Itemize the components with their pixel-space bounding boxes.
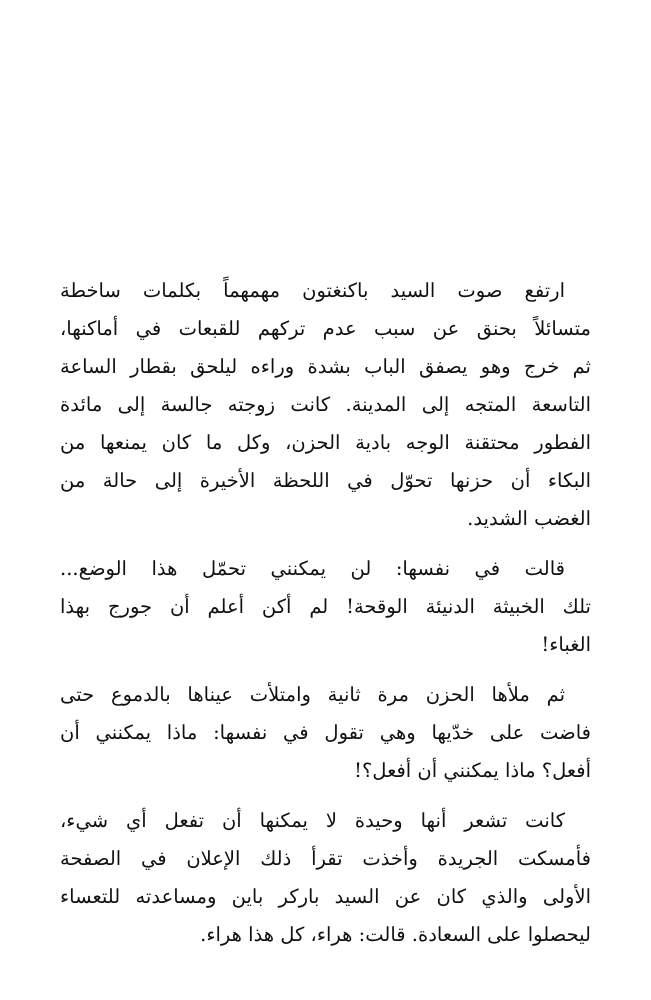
paragraph-4 [60,802,591,954]
text-line: الغباء! [541,633,591,656]
text-line: البكاء أن حزنها تحوّل في اللحظة الأخيرة إلى حالة من [60,469,591,492]
text-line: ارتفع صوت السيد باكنغتون مهمهماً بكلمات ساخطة [60,279,565,302]
text-line: ثم خرج وهو يصفق الباب بشدة وراءه ليلحق بقطار الساعة [60,355,591,378]
text-line: فاضت على خدّيها وهي تقول في نفسها: ماذا يمكنني أن [60,721,591,744]
text-line: التاسعة المتجه إلى المدينة. كانت زوجته جالسة إلى مائدة [60,393,591,416]
text-line: الأولى والذي كان عن السيد باركر باين ومساعدته للتعساء [60,885,591,908]
text-line: فأمسكت الجريدة وأخذت تقرأ ذلك الإعلان في الصفحة [60,847,591,870]
text-line: أفعل؟ ماذا يمكنني أن أفعل؟! [354,759,591,782]
text-line: ليحصلوا على السعادة. قالت: هراء، كل هذا هراء. [200,923,591,946]
text-line: الغضب الشديد. [467,507,591,530]
text-line: ثم ملأها الحزن مرة ثانية وامتلأت عيناها بالدموع حتى [60,683,565,706]
text-line: تلك الخبيثة الدنيئة الوقحة! لم أكن أعلم أن جورج بهذا [60,595,591,618]
book-page-text [60,272,591,954]
text-line: متسائلاً بحنق عن سبب عدم تركهم للقبعات في أماكنها، [60,317,591,340]
paragraph-2 [60,550,591,664]
text-line: الفطور محتقنة الوجه بادية الحزن، وكل ما كان يمنعها من [60,431,591,454]
text-line: قالت في نفسها: لن يمكنني تحمّل هذا الوضع... [60,557,565,580]
paragraph-1 [60,272,591,538]
paragraph-3 [60,676,591,790]
text-line: كانت تشعر أنها وحيدة لا يمكنها أن تفعل أي شيء، [60,809,565,832]
